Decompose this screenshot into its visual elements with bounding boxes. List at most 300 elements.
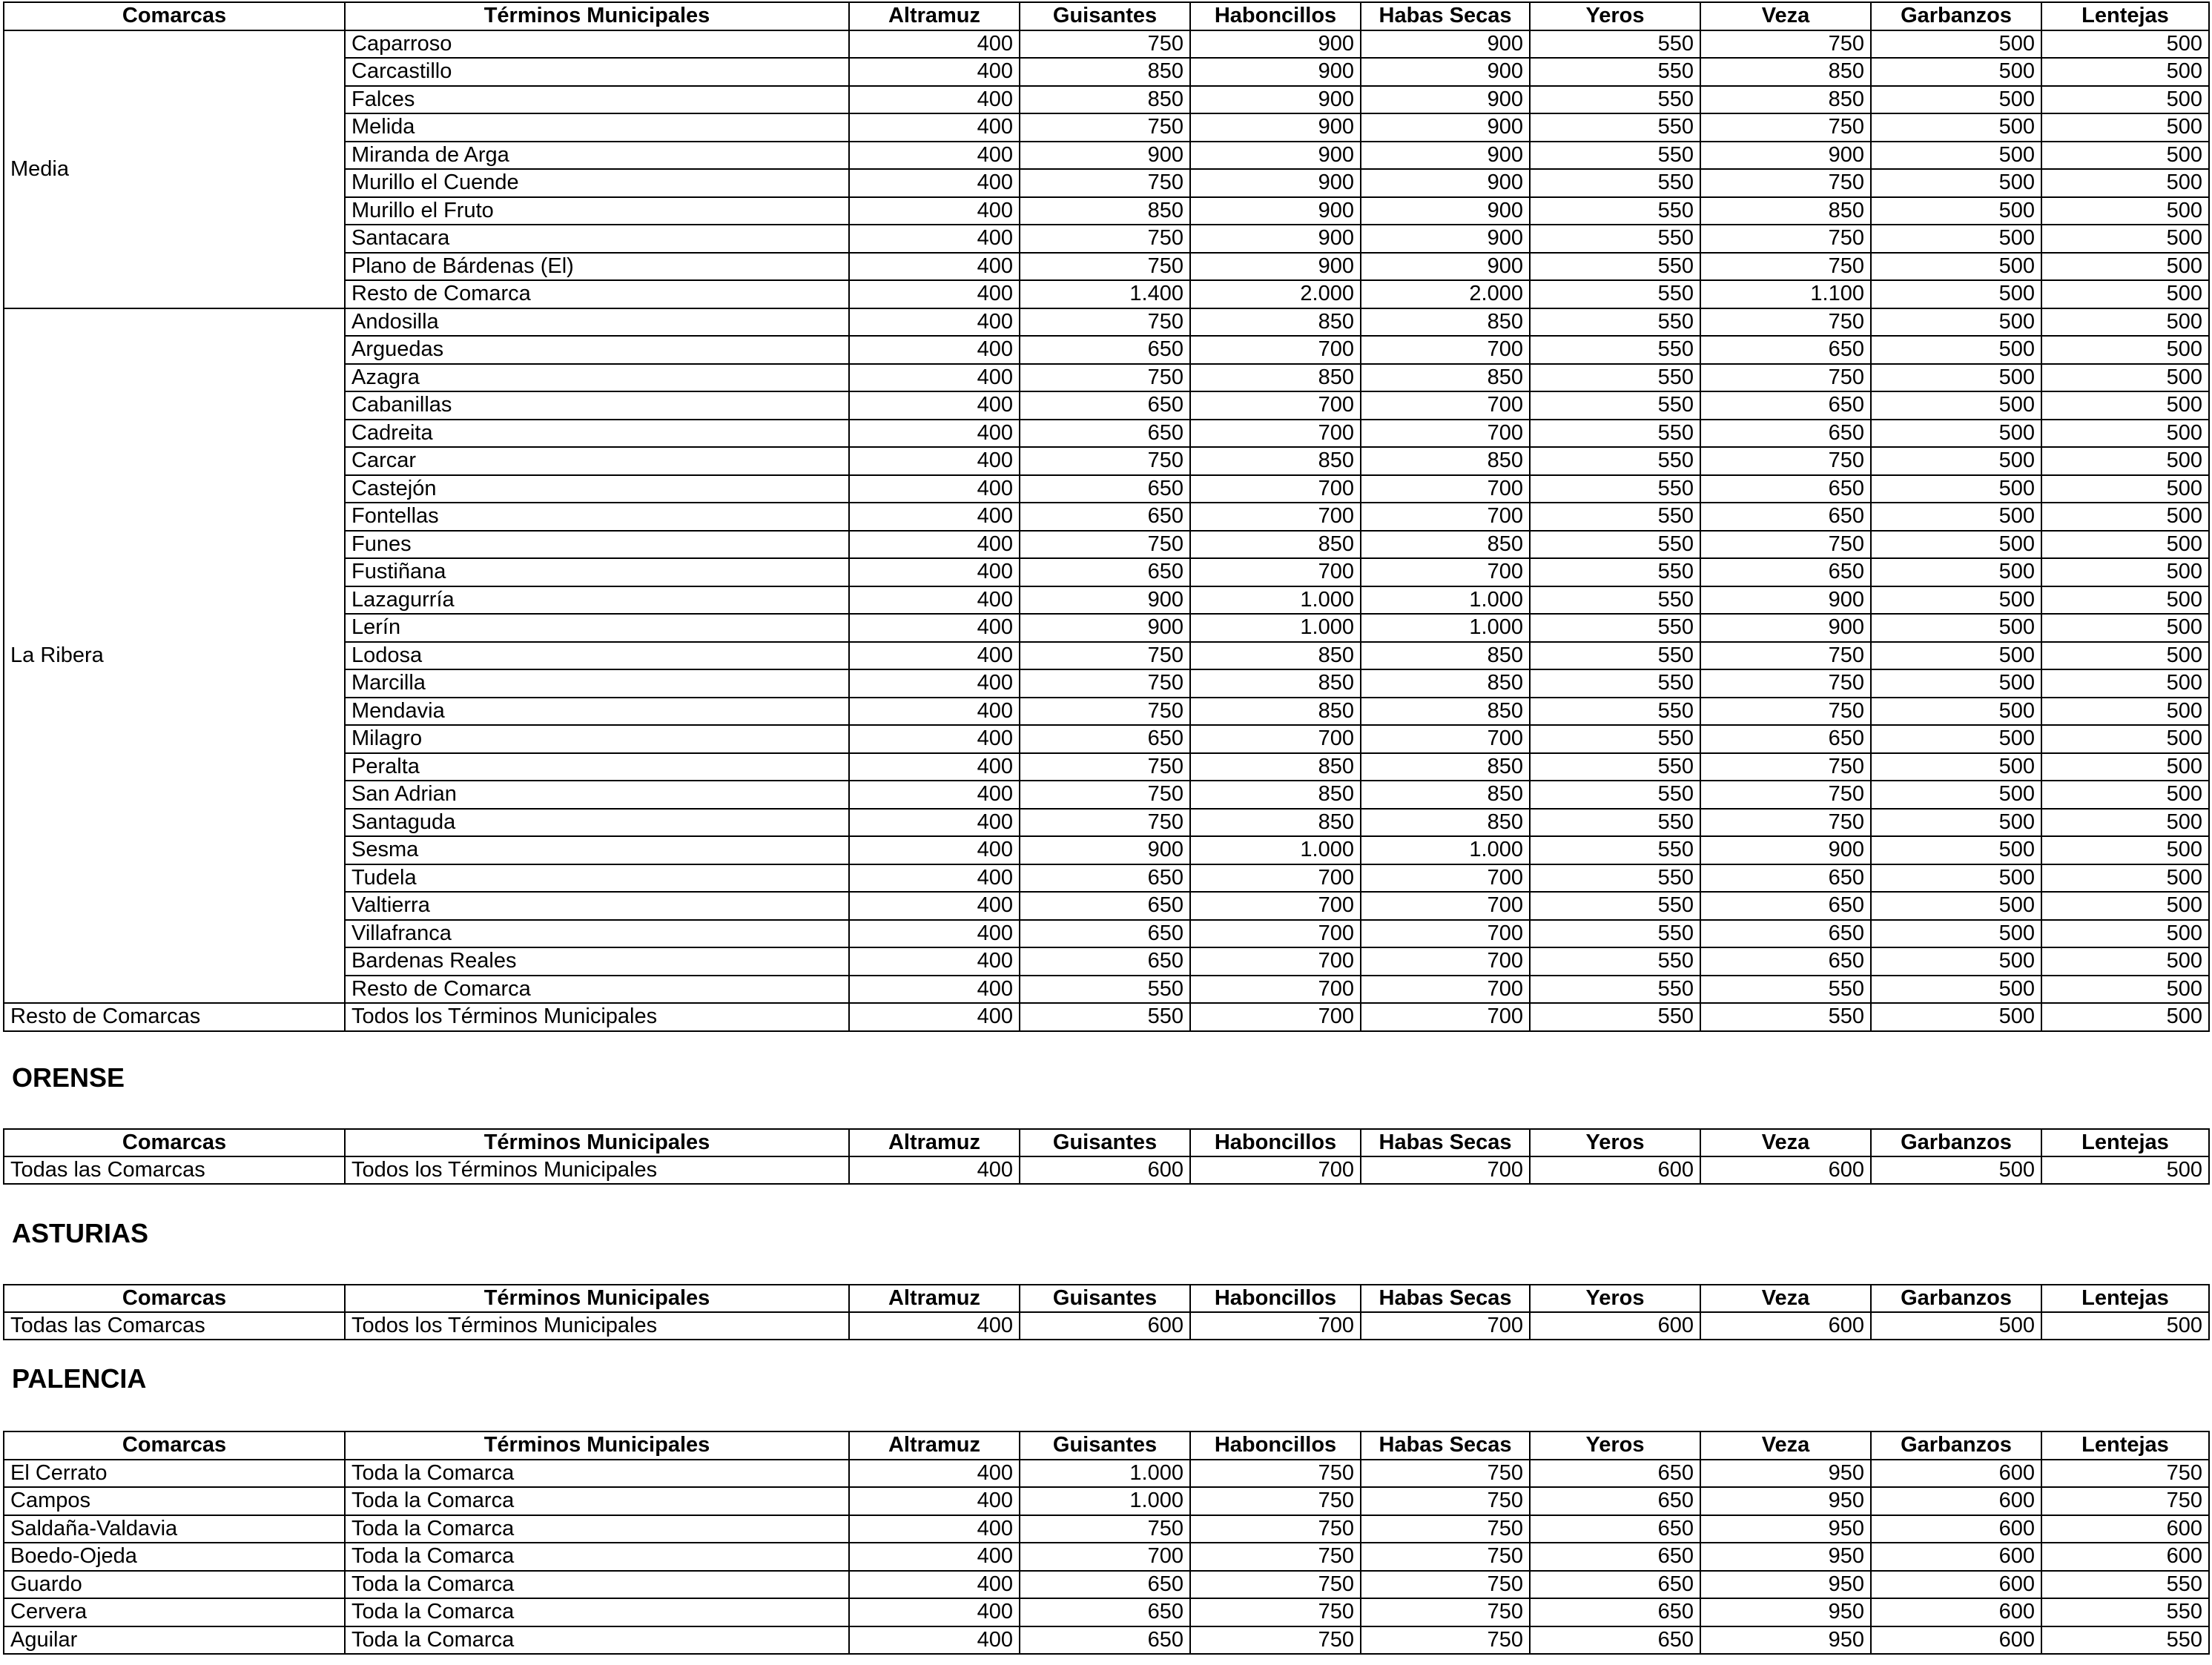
value-cell: 550	[2041, 1626, 2209, 1655]
value-cell: 400	[849, 503, 1020, 531]
value-cell: 500	[1871, 753, 2041, 781]
value-cell: 850	[1361, 531, 1530, 559]
value-cell: 500	[2041, 308, 2209, 337]
value-cell: 500	[1871, 586, 2041, 615]
value-cell: 500	[1871, 531, 2041, 559]
value-cell: 750	[2041, 1460, 2209, 1488]
table-header	[4, 1431, 2209, 1460]
column-header: Lentejas	[2041, 2, 2209, 30]
value-cell: 900	[1361, 86, 1530, 114]
value-cell: 600	[1871, 1515, 2041, 1543]
value-cell: 500	[1871, 1156, 2041, 1184]
value-cell: 550	[1530, 280, 1700, 308]
value-cell: 850	[1190, 781, 1361, 809]
value-cell: 550	[1700, 976, 1871, 1004]
value-cell: 500	[1871, 475, 2041, 503]
value-cell: 500	[1871, 169, 2041, 197]
value-cell: 650	[1020, 1571, 1190, 1599]
value-cell: 500	[2041, 447, 2209, 475]
value-cell: 400	[849, 1460, 1020, 1488]
value-cell: 850	[1361, 669, 1530, 698]
value-cell: 750	[1361, 1598, 1530, 1626]
value-cell: 550	[1530, 753, 1700, 781]
value-cell: 850	[1190, 698, 1361, 726]
value-cell: 550	[1530, 447, 1700, 475]
value-cell: 400	[849, 976, 1020, 1004]
column-header: Altramuz	[849, 1431, 1020, 1460]
value-cell: 850	[1190, 308, 1361, 337]
value-cell: 650	[1020, 864, 1190, 893]
value-cell: 750	[1190, 1515, 1361, 1543]
value-cell: 950	[1700, 1571, 1871, 1599]
value-cell: 550	[1530, 142, 1700, 170]
value-cell: 700	[1020, 1543, 1190, 1571]
value-cell: 550	[1530, 892, 1700, 920]
value-cell: 600	[1530, 1312, 1700, 1340]
table-palencia	[3, 1431, 2210, 1655]
value-cell: 750	[1700, 225, 1871, 253]
value-cell: 400	[849, 336, 1020, 364]
table-row	[4, 308, 2209, 337]
value-cell: 500	[2041, 781, 2209, 809]
value-cell: 600	[1871, 1626, 2041, 1655]
value-cell: 900	[1020, 836, 1190, 864]
termino-cell: Lodosa	[345, 642, 849, 670]
termino-cell: Lazagurría	[345, 586, 849, 615]
value-cell: 500	[2041, 864, 2209, 893]
column-header: Comarcas	[4, 2, 345, 30]
value-cell: 1.000	[1020, 1487, 1190, 1515]
column-header: Comarcas	[4, 1129, 345, 1156]
value-cell: 550	[2041, 1598, 2209, 1626]
value-cell: 500	[2041, 280, 2209, 308]
value-cell: 600	[1700, 1156, 1871, 1184]
value-cell: 750	[1361, 1515, 1530, 1543]
value-cell: 650	[1700, 864, 1871, 893]
value-cell: 700	[1190, 920, 1361, 948]
value-cell: 500	[1871, 364, 2041, 392]
column-header: Garbanzos	[1871, 1285, 2041, 1312]
value-cell: 1.100	[1700, 280, 1871, 308]
value-cell: 400	[849, 364, 1020, 392]
value-cell: 500	[1871, 725, 2041, 753]
termino-cell: Lerín	[345, 614, 849, 642]
table-row	[4, 1460, 2209, 1488]
value-cell: 550	[1530, 836, 1700, 864]
value-cell: 500	[1871, 253, 2041, 281]
value-cell: 750	[1020, 225, 1190, 253]
termino-cell: Carcastillo	[345, 58, 849, 86]
value-cell: 950	[1700, 1487, 1871, 1515]
column-header: Guisantes	[1020, 2, 1190, 30]
value-cell: 850	[1361, 642, 1530, 670]
value-cell: 400	[849, 809, 1020, 837]
value-cell: 650	[1700, 391, 1871, 420]
value-cell: 550	[1530, 197, 1700, 225]
value-cell: 700	[1361, 1312, 1530, 1340]
value-cell: 1.000	[1361, 586, 1530, 615]
value-cell: 900	[1020, 586, 1190, 615]
table-navarra	[3, 1, 2210, 1032]
table-header	[4, 1285, 2209, 1312]
value-cell: 850	[1190, 447, 1361, 475]
value-cell: 700	[1190, 1156, 1361, 1184]
value-cell: 750	[1020, 308, 1190, 337]
comarca-cell: La Ribera	[4, 308, 345, 1004]
termino-cell: Villafranca	[345, 920, 849, 948]
comarca-cell: Todas las Comarcas	[4, 1312, 345, 1340]
value-cell: 700	[1190, 1312, 1361, 1340]
value-cell: 400	[849, 1598, 1020, 1626]
column-header: Guisantes	[1020, 1431, 1190, 1460]
value-cell: 550	[1020, 976, 1190, 1004]
value-cell: 500	[2041, 1003, 2209, 1031]
value-cell: 500	[1871, 336, 2041, 364]
value-cell: 650	[1700, 420, 1871, 448]
value-cell: 400	[849, 1515, 1020, 1543]
header-row	[4, 2, 2209, 30]
comarca-cell: El Cerrato	[4, 1460, 345, 1488]
value-cell: 550	[1020, 1003, 1190, 1031]
value-cell: 600	[1530, 1156, 1700, 1184]
termino-cell: Mendavia	[345, 698, 849, 726]
value-cell: 950	[1700, 1460, 1871, 1488]
value-cell: 750	[1700, 753, 1871, 781]
value-cell: 850	[1190, 809, 1361, 837]
value-cell: 900	[1700, 586, 1871, 615]
value-cell: 500	[1871, 642, 2041, 670]
table-row	[4, 1626, 2209, 1655]
value-cell: 700	[1190, 558, 1361, 586]
value-cell: 400	[849, 142, 1020, 170]
termino-cell: Andosilla	[345, 308, 849, 337]
value-cell: 700	[1361, 976, 1530, 1004]
value-cell: 850	[1190, 642, 1361, 670]
termino-cell: Toda la Comarca	[345, 1460, 849, 1488]
value-cell: 500	[2041, 947, 2209, 976]
value-cell: 400	[849, 753, 1020, 781]
value-cell: 850	[1020, 86, 1190, 114]
value-cell: 750	[1361, 1460, 1530, 1488]
column-header: Habas Secas	[1361, 2, 1530, 30]
value-cell: 850	[1361, 781, 1530, 809]
value-cell: 500	[1871, 920, 2041, 948]
value-cell: 500	[2041, 614, 2209, 642]
value-cell: 850	[1190, 753, 1361, 781]
value-cell: 500	[1871, 420, 2041, 448]
value-cell: 500	[1871, 836, 2041, 864]
termino-cell: Toda la Comarca	[345, 1571, 849, 1599]
termino-cell: Toda la Comarca	[345, 1487, 849, 1515]
value-cell: 850	[1361, 364, 1530, 392]
value-cell: 650	[1020, 558, 1190, 586]
value-cell: 850	[1361, 753, 1530, 781]
value-cell: 400	[849, 947, 1020, 976]
value-cell: 550	[1530, 86, 1700, 114]
value-cell: 850	[1190, 669, 1361, 698]
column-header: Habas Secas	[1361, 1285, 1530, 1312]
value-cell: 900	[1190, 253, 1361, 281]
table-header	[4, 1129, 2209, 1156]
value-cell: 750	[1700, 698, 1871, 726]
value-cell: 500	[2041, 169, 2209, 197]
value-cell: 600	[1871, 1460, 2041, 1488]
value-cell: 750	[1700, 253, 1871, 281]
value-cell: 500	[1871, 308, 2041, 337]
table-row	[4, 1487, 2209, 1515]
termino-cell: Carcar	[345, 447, 849, 475]
termino-cell: Resto de Comarca	[345, 976, 849, 1004]
value-cell: 700	[1361, 725, 1530, 753]
value-cell: 500	[1871, 1312, 2041, 1340]
value-cell: 700	[1361, 864, 1530, 893]
termino-cell: Arguedas	[345, 336, 849, 364]
value-cell: 550	[1530, 698, 1700, 726]
value-cell: 400	[849, 391, 1020, 420]
column-header: Términos Municipales	[345, 1129, 849, 1156]
table-asturias	[3, 1284, 2210, 1340]
value-cell: 550	[1700, 1003, 1871, 1031]
column-header: Yeros	[1530, 1431, 1700, 1460]
column-header: Altramuz	[849, 1285, 1020, 1312]
value-cell: 500	[1871, 1003, 2041, 1031]
value-cell: 650	[1020, 1598, 1190, 1626]
termino-cell: Murillo el Cuende	[345, 169, 849, 197]
value-cell: 500	[1871, 58, 2041, 86]
value-cell: 500	[1871, 142, 2041, 170]
value-cell: 500	[2041, 642, 2209, 670]
value-cell: 700	[1190, 503, 1361, 531]
value-cell: 500	[2041, 197, 2209, 225]
value-cell: 900	[1361, 113, 1530, 142]
value-cell: 600	[1020, 1312, 1190, 1340]
value-cell: 500	[1871, 197, 2041, 225]
value-cell: 900	[1190, 86, 1361, 114]
termino-cell: Resto de Comarca	[345, 280, 849, 308]
value-cell: 900	[1361, 30, 1530, 59]
value-cell: 900	[1190, 30, 1361, 59]
value-cell: 550	[1530, 475, 1700, 503]
header-row	[4, 1285, 2209, 1312]
column-header: Términos Municipales	[345, 2, 849, 30]
value-cell: 700	[1190, 864, 1361, 893]
value-cell: 500	[2041, 86, 2209, 114]
value-cell: 550	[1530, 30, 1700, 59]
value-cell: 700	[1361, 336, 1530, 364]
value-cell: 500	[1871, 280, 2041, 308]
value-cell: 400	[849, 1626, 1020, 1655]
value-cell: 900	[1361, 58, 1530, 86]
value-cell: 400	[849, 475, 1020, 503]
value-cell: 850	[1361, 698, 1530, 726]
value-cell: 550	[1530, 669, 1700, 698]
value-cell: 900	[1361, 142, 1530, 170]
value-cell: 700	[1190, 391, 1361, 420]
value-cell: 400	[849, 864, 1020, 893]
column-header: Comarcas	[4, 1285, 345, 1312]
value-cell: 400	[849, 725, 1020, 753]
value-cell: 500	[2041, 531, 2209, 559]
table-body	[4, 1156, 2209, 1184]
value-cell: 500	[1871, 781, 2041, 809]
column-header: Términos Municipales	[345, 1431, 849, 1460]
termino-cell: Cabanillas	[345, 391, 849, 420]
value-cell: 700	[1190, 725, 1361, 753]
value-cell: 750	[1020, 30, 1190, 59]
comarca-cell: Todas las Comarcas	[4, 1156, 345, 1184]
value-cell: 400	[849, 920, 1020, 948]
value-cell: 600	[1871, 1487, 2041, 1515]
value-cell: 500	[2041, 725, 2209, 753]
value-cell: 500	[2041, 225, 2209, 253]
termino-cell: Toda la Comarca	[345, 1543, 849, 1571]
value-cell: 550	[1530, 614, 1700, 642]
column-header: Haboncillos	[1190, 1285, 1361, 1312]
table-row	[4, 1543, 2209, 1571]
table-row	[4, 1003, 2209, 1031]
value-cell: 650	[1020, 892, 1190, 920]
value-cell: 400	[849, 1543, 1020, 1571]
column-header: Lentejas	[2041, 1431, 2209, 1460]
value-cell: 600	[2041, 1515, 2209, 1543]
value-cell: 650	[1530, 1515, 1700, 1543]
value-cell: 400	[849, 420, 1020, 448]
value-cell: 900	[1020, 614, 1190, 642]
value-cell: 500	[2041, 976, 2209, 1004]
value-cell: 900	[1361, 197, 1530, 225]
termino-cell: Toda la Comarca	[345, 1515, 849, 1543]
value-cell: 700	[1190, 892, 1361, 920]
value-cell: 600	[2041, 1543, 2209, 1571]
value-cell: 750	[1700, 308, 1871, 337]
column-header: Comarcas	[4, 1431, 345, 1460]
table-header	[4, 2, 2209, 30]
value-cell: 750	[1361, 1487, 1530, 1515]
comarca-cell: Boedo-Ojeda	[4, 1543, 345, 1571]
termino-cell: Fustiñana	[345, 558, 849, 586]
column-header: Habas Secas	[1361, 1431, 1530, 1460]
value-cell: 650	[1530, 1460, 1700, 1488]
value-cell: 500	[1871, 976, 2041, 1004]
termino-cell: Santacara	[345, 225, 849, 253]
termino-cell: Plano de Bárdenas (El)	[345, 253, 849, 281]
value-cell: 900	[1020, 142, 1190, 170]
value-cell: 500	[2041, 364, 2209, 392]
value-cell: 750	[1700, 364, 1871, 392]
table-row	[4, 30, 2209, 59]
value-cell: 750	[1020, 753, 1190, 781]
value-cell: 700	[1361, 920, 1530, 948]
column-header: Veza	[1700, 1431, 1871, 1460]
value-cell: 500	[1871, 614, 2041, 642]
column-header: Guisantes	[1020, 1285, 1190, 1312]
section-title-orense: ORENSE	[12, 1062, 125, 1093]
value-cell: 650	[1530, 1543, 1700, 1571]
value-cell: 950	[1700, 1543, 1871, 1571]
value-cell: 750	[1700, 169, 1871, 197]
value-cell: 550	[1530, 253, 1700, 281]
value-cell: 900	[1361, 225, 1530, 253]
value-cell: 650	[1530, 1571, 1700, 1599]
value-cell: 850	[1700, 58, 1871, 86]
value-cell: 500	[1871, 225, 2041, 253]
value-cell: 850	[1361, 308, 1530, 337]
termino-cell: Todos los Términos Municipales	[345, 1312, 849, 1340]
value-cell: 500	[2041, 391, 2209, 420]
value-cell: 700	[1190, 1003, 1361, 1031]
value-cell: 600	[1871, 1598, 2041, 1626]
value-cell: 400	[849, 558, 1020, 586]
value-cell: 500	[1871, 558, 2041, 586]
value-cell: 750	[1190, 1598, 1361, 1626]
comarca-cell: Aguilar	[4, 1626, 345, 1655]
value-cell: 700	[1361, 892, 1530, 920]
section-title-asturias: ASTURIAS	[12, 1218, 149, 1248]
value-cell: 900	[1190, 169, 1361, 197]
value-cell: 900	[1190, 225, 1361, 253]
column-header: Yeros	[1530, 1285, 1700, 1312]
value-cell: 650	[1020, 725, 1190, 753]
value-cell: 500	[1871, 669, 2041, 698]
value-cell: 700	[1361, 1003, 1530, 1031]
value-cell: 750	[1020, 447, 1190, 475]
value-cell: 850	[1020, 197, 1190, 225]
value-cell: 750	[1020, 669, 1190, 698]
value-cell: 500	[1871, 892, 2041, 920]
value-cell: 700	[1190, 475, 1361, 503]
value-cell: 700	[1361, 420, 1530, 448]
value-cell: 550	[1530, 58, 1700, 86]
termino-cell: Caparroso	[345, 30, 849, 59]
value-cell: 750	[1020, 113, 1190, 142]
termino-cell: Toda la Comarca	[345, 1626, 849, 1655]
value-cell: 500	[2041, 753, 2209, 781]
comarca-cell: Resto de Comarcas	[4, 1003, 345, 1031]
value-cell: 950	[1700, 1598, 1871, 1626]
termino-cell: Fontellas	[345, 503, 849, 531]
value-cell: 900	[1190, 142, 1361, 170]
value-cell: 1.000	[1190, 586, 1361, 615]
value-cell: 500	[2041, 558, 2209, 586]
termino-cell: Santaguda	[345, 809, 849, 837]
value-cell: 650	[1020, 336, 1190, 364]
value-cell: 2.000	[1190, 280, 1361, 308]
table-row	[4, 1598, 2209, 1626]
value-cell: 750	[1700, 113, 1871, 142]
column-header: Veza	[1700, 2, 1871, 30]
termino-cell: Funes	[345, 531, 849, 559]
value-cell: 750	[1020, 169, 1190, 197]
value-cell: 550	[1530, 947, 1700, 976]
column-header: Altramuz	[849, 1129, 1020, 1156]
value-cell: 750	[1361, 1543, 1530, 1571]
value-cell: 750	[1700, 531, 1871, 559]
termino-cell: Valtierra	[345, 892, 849, 920]
value-cell: 400	[849, 1487, 1020, 1515]
termino-cell: Todos los Términos Municipales	[345, 1003, 849, 1031]
value-cell: 600	[1700, 1312, 1871, 1340]
value-cell: 400	[849, 308, 1020, 337]
value-cell: 1.000	[1020, 1460, 1190, 1488]
value-cell: 400	[849, 892, 1020, 920]
value-cell: 850	[1361, 809, 1530, 837]
value-cell: 550	[1530, 531, 1700, 559]
value-cell: 1.000	[1190, 614, 1361, 642]
termino-cell: San Adrian	[345, 781, 849, 809]
termino-cell: Milagro	[345, 725, 849, 753]
value-cell: 700	[1361, 475, 1530, 503]
value-cell: 650	[1700, 725, 1871, 753]
